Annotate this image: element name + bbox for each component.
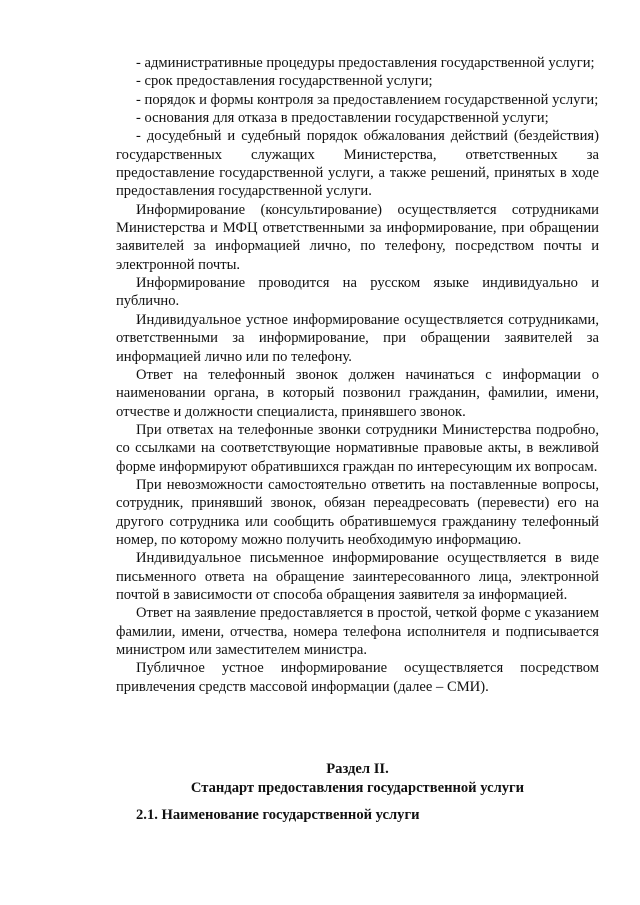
paragraph-phone-answer: Ответ на телефонный звонок должен начинаться с информации о наименовании органа, в который позвонил гражданин, фамилии, имени, отчестве и должности специалиста, принявшего звонок. — [116, 366, 599, 420]
list-item-appeal: - досудебный и судебный порядок обжалования действий (бездействия) государственных служащих Министерства, ответственных за предоставление государственной услуги, а также решений, принятых в ходе предоставления государственной услуги. — [116, 128, 599, 200]
section-heading — [116, 760, 599, 797]
paragraph-written: Индивидуальное письменное информирование осуществляется в виде письменного ответа на обращение заинтересованного лица, электронной почтой в зависимости от способа обращения заявителя за информацией. — [116, 550, 599, 603]
list-item-refusal: - основания для отказа в предоставлении государственной услуги; — [136, 110, 549, 127]
paragraph-phone-details: При ответах на телефонные звонки сотрудники Министерства подробно, со ссылками на соответствующие нормативные правовые акты, в вежливой форме информируют обратившихся граждан по интересующим их вопросам. — [116, 421, 599, 475]
body-text — [116, 54, 599, 696]
list-item-control: - порядок и формы контроля за предоставлением государственной услуги; — [136, 91, 599, 108]
list-item-procedures: - административные процедуры предоставления государственной услуги; — [136, 55, 595, 71]
paragraph-public: Публичное устное информирование осуществляется посредством привлечения средств массовой информации (далее – СМИ). — [116, 660, 599, 695]
section-title: Стандарт предоставления государственной услуги — [190, 779, 525, 796]
list-item-term: - срок предоставления государственной услуги; — [136, 73, 433, 90]
paragraph-oral-individual: Индивидуальное устное информирование осуществляется сотрудниками, ответственными за информирование, при обращении заявителей за информацией лично или по телефону. — [116, 311, 599, 365]
paragraph-language: Информирование проводится на русском языке индивидуально и публично. — [116, 275, 599, 310]
section-number: Раздел II. — [326, 761, 389, 777]
paragraph-reply-form: Ответ на заявление предоставляется в простой, четкой форме с указанием фамилии, имени, отчества, номера телефона исполнителя и подписывается министром или заместителем министра. — [116, 605, 599, 658]
paragraph-redirect: При невозможности самостоятельно ответить на поставленные вопросы, сотрудник, принявший звонок, обязан переадресовать (перевести) его на другого сотрудника или сообщить обратившемуся гражданину телефонный номер, по которому можно получить необходимую информацию. — [116, 476, 599, 548]
subsection-heading: 2.1. Наименование государственной услуги — [136, 807, 420, 823]
paragraph-consulting: Информирование (консультирование) осуществляется сотрудниками Министерства и МФЦ ответственными за информирование, при обращении заявителей за информацией лично, по телефону, посредством почты и электронной почты. — [116, 201, 599, 273]
